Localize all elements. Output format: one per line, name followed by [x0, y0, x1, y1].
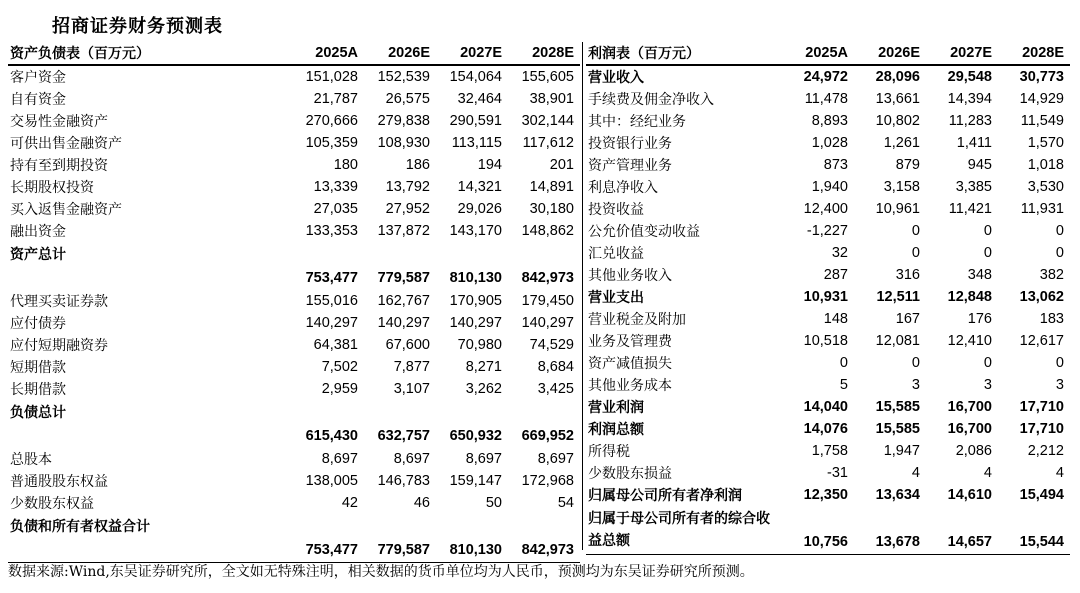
- table-row: [8, 242, 580, 290]
- row-value: 12,350: [803, 487, 848, 503]
- header-year: 2025A: [782, 42, 854, 65]
- table-row: [8, 400, 580, 448]
- row-label: 营业支出: [588, 290, 644, 306]
- row-value: 155,016: [305, 293, 358, 309]
- row-value: 42: [341, 495, 358, 511]
- row-value: 4: [1055, 465, 1064, 481]
- row-value: 137,872: [377, 223, 430, 239]
- row-value: 29,548: [947, 69, 992, 85]
- table-row: [8, 470, 580, 492]
- row-label: 自有资金: [10, 92, 66, 108]
- row-value: 105,359: [305, 135, 358, 151]
- row-value: 38,901: [529, 91, 574, 107]
- row-value: 14,929: [1019, 91, 1064, 107]
- table-row: [586, 132, 1070, 154]
- row-value: 46: [413, 495, 430, 511]
- table-row: [586, 396, 1070, 418]
- row-value: 54: [557, 495, 574, 511]
- row-value: 0: [911, 223, 920, 239]
- header-year: 2026E: [854, 42, 926, 65]
- row-value: 15,494: [1019, 487, 1064, 503]
- row-value: 615,430: [305, 428, 358, 444]
- row-value: 21,787: [313, 91, 358, 107]
- row-label: 客户资金: [10, 70, 66, 86]
- row-label: 其中：经纪业务: [588, 114, 686, 130]
- table-row: [8, 378, 580, 400]
- header-year: 2026E: [364, 42, 436, 65]
- table-row: [586, 484, 1070, 506]
- row-label: 应付债券: [10, 316, 66, 332]
- income-statement-header: [586, 42, 1070, 65]
- table-row: [8, 154, 580, 176]
- row-value: 382: [1039, 267, 1064, 283]
- row-value: 146,783: [377, 473, 430, 489]
- row-value: 10,961: [875, 201, 920, 217]
- row-value: 8,893: [811, 113, 848, 129]
- row-value: 152,539: [377, 69, 430, 85]
- row-value: 3,107: [393, 381, 430, 397]
- row-value: 842,973: [508, 514, 580, 563]
- row-value: 12,081: [875, 333, 920, 349]
- row-value: 8,697: [537, 451, 574, 467]
- row-label: 其他业务成本: [588, 378, 672, 394]
- row-value: 108,930: [377, 135, 430, 151]
- header-year: 2028E: [998, 42, 1070, 65]
- table-row: [586, 198, 1070, 220]
- row-label: 投资收益: [588, 202, 644, 218]
- row-value: 810,130: [449, 270, 502, 286]
- row-label: 负债和所有者权益合计: [8, 514, 292, 563]
- row-value: 348: [967, 267, 992, 283]
- table-row: [586, 220, 1070, 242]
- table-row: [586, 286, 1070, 308]
- header-year: 2025A: [292, 42, 364, 65]
- table-row: [586, 506, 1070, 555]
- row-label: 普通股股东权益: [10, 474, 108, 490]
- row-value: 27,035: [313, 201, 358, 217]
- row-value: 24,972: [803, 69, 848, 85]
- row-value: 179,450: [521, 293, 574, 309]
- row-value: 32,464: [457, 91, 502, 107]
- row-label: 总股本: [10, 452, 52, 468]
- row-value: 3: [1055, 377, 1064, 393]
- row-value: 0: [911, 355, 920, 371]
- table-row: [586, 418, 1070, 440]
- row-value: 13,634: [875, 487, 920, 503]
- table-row: [8, 198, 580, 220]
- row-value: 15,544: [998, 506, 1070, 555]
- row-value: 11,931: [1020, 201, 1064, 217]
- row-value: 3: [911, 377, 920, 393]
- row-value: 3: [983, 377, 992, 393]
- row-value: 0: [1055, 223, 1064, 239]
- row-value: 3,385: [955, 179, 992, 195]
- row-value: 7,502: [321, 359, 358, 375]
- row-value: 15,585: [875, 399, 920, 415]
- row-label: 利息净收入: [588, 180, 658, 196]
- row-value: 1,028: [811, 135, 848, 151]
- row-value: 632,757: [377, 428, 430, 444]
- row-value: 140,297: [521, 315, 574, 331]
- row-label: 少数股东损益: [588, 466, 672, 482]
- header-label: 利润表（百万元）: [586, 42, 782, 65]
- row-value: 16,700: [947, 399, 992, 415]
- row-value: 140,297: [377, 315, 430, 331]
- row-label: 其他业务收入: [588, 268, 672, 284]
- row-value: -1,227: [806, 223, 848, 239]
- row-value: 201: [549, 157, 574, 173]
- row-value: 155,605: [521, 69, 574, 85]
- row-value: 2,086: [955, 443, 992, 459]
- row-value: 148: [823, 311, 848, 327]
- header-label: 资产负债表（百万元）: [8, 42, 292, 65]
- row-label: 营业利润: [588, 400, 644, 416]
- row-value: 151,028: [305, 69, 358, 85]
- row-value: 1,758: [811, 443, 848, 459]
- row-label: 持有至到期投资: [10, 158, 108, 174]
- row-value: 143,170: [449, 223, 502, 239]
- row-value: 17,710: [1019, 421, 1064, 437]
- table-row: [8, 65, 580, 88]
- row-value: 148,862: [521, 223, 574, 239]
- row-label: 投资银行业务: [588, 136, 672, 152]
- row-value: 669,952: [521, 428, 574, 444]
- row-value: 172,968: [521, 473, 574, 489]
- row-value: 1,411: [956, 135, 992, 151]
- row-value: 180: [333, 157, 358, 173]
- table-divider: [582, 42, 583, 550]
- row-value: 873: [823, 157, 848, 173]
- row-value: 11,478: [804, 91, 848, 107]
- table-row: [8, 290, 580, 312]
- row-value: 13,792: [385, 179, 430, 195]
- row-label: 负债总计: [10, 405, 66, 421]
- row-value: 4: [983, 465, 992, 481]
- row-value: 0: [1055, 245, 1064, 261]
- row-value: 11,283: [948, 113, 992, 129]
- row-value: 10,518: [803, 333, 848, 349]
- row-value: 176: [967, 311, 992, 327]
- row-value: 12,848: [947, 289, 992, 305]
- row-value: 0: [983, 355, 992, 371]
- row-value: 29,026: [457, 201, 502, 217]
- row-value: 27,952: [385, 201, 430, 217]
- row-value: 74,529: [529, 337, 574, 353]
- row-value: 17,710: [1019, 399, 1064, 415]
- row-value: 0: [1055, 355, 1064, 371]
- row-value: 16,700: [947, 421, 992, 437]
- row-value: 13,062: [1019, 289, 1064, 305]
- row-value: 67,600: [385, 337, 430, 353]
- row-label: 长期股权投资: [10, 180, 94, 196]
- row-value: 3,158: [883, 179, 920, 195]
- table-row: [586, 242, 1070, 264]
- row-value: 12,511: [876, 289, 920, 305]
- row-value: 279,838: [377, 113, 430, 129]
- table-row: [8, 334, 580, 356]
- row-label: 归属母公司所有者净利润: [588, 488, 742, 504]
- row-value: 154,064: [449, 69, 502, 85]
- row-value: 26,575: [385, 91, 430, 107]
- row-value: 30,180: [529, 201, 574, 217]
- row-value: 28,096: [875, 69, 920, 85]
- row-value: 0: [911, 245, 920, 261]
- row-value: 2,212: [1027, 443, 1064, 459]
- table-row: [586, 176, 1070, 198]
- row-value: 753,477: [292, 514, 364, 563]
- row-label: 业务及管理费: [588, 334, 672, 350]
- row-value: 7,877: [393, 359, 430, 375]
- table-row: [8, 176, 580, 198]
- row-value: 1,570: [1027, 135, 1064, 151]
- row-label: 买入返售金融资产: [10, 202, 122, 218]
- row-value: 14,076: [803, 421, 848, 437]
- row-value: 8,697: [465, 451, 502, 467]
- row-label: 资产总计: [10, 247, 66, 263]
- row-label: 融出资金: [10, 224, 66, 240]
- header-year: 2028E: [508, 42, 580, 65]
- row-value: -31: [827, 465, 848, 481]
- row-value: 117,612: [522, 135, 574, 151]
- row-value: 3,262: [465, 381, 502, 397]
- row-value: 779,587: [364, 514, 436, 563]
- row-value: 10,756: [782, 506, 854, 555]
- row-value: 133,353: [305, 223, 358, 239]
- row-label: 长期借款: [10, 382, 66, 398]
- table-row: [586, 88, 1070, 110]
- balance-sheet-table: [8, 42, 580, 563]
- row-value: 8,697: [321, 451, 358, 467]
- table-row: [586, 330, 1070, 352]
- row-value: 183: [1039, 311, 1064, 327]
- row-label: 归属于母公司所有者的综合收益总额: [586, 506, 782, 555]
- row-value: 30,773: [1019, 69, 1064, 85]
- row-value: 70,980: [457, 337, 502, 353]
- income-statement-table: [586, 42, 1070, 555]
- row-value: 10,802: [875, 113, 920, 129]
- row-value: 302,144: [521, 113, 574, 129]
- row-value: 753,477: [305, 270, 358, 286]
- row-label: 可供出售金融资产: [10, 136, 122, 152]
- row-value: 13,678: [854, 506, 926, 555]
- row-label: 短期借款: [10, 360, 66, 376]
- source-footnote: 数据来源:Wind,东吴证券研究所，全文如无特殊注明，相关数据的货币单位均为人民币，预测均为东吴证券研究所预测。: [8, 564, 754, 580]
- row-value: 1,940: [811, 179, 848, 195]
- table-row: [586, 110, 1070, 132]
- table-row: [586, 352, 1070, 374]
- row-value: 140,297: [449, 315, 502, 331]
- row-value: 810,130: [436, 514, 508, 563]
- row-value: 0: [839, 355, 848, 371]
- row-value: 13,339: [313, 179, 358, 195]
- row-value: 14,657: [926, 506, 998, 555]
- row-value: 0: [983, 245, 992, 261]
- row-value: 1,261: [883, 135, 920, 151]
- row-value: 64,381: [313, 337, 358, 353]
- row-value: 650,932: [449, 428, 502, 444]
- row-label: 营业收入: [588, 70, 644, 86]
- page-title: 招商证券财务预测表: [52, 16, 223, 37]
- table-row: [8, 514, 580, 563]
- row-value: 3,425: [537, 381, 574, 397]
- row-value: 0: [983, 223, 992, 239]
- row-value: 194: [477, 157, 502, 173]
- row-value: 3,530: [1027, 179, 1064, 195]
- row-value: 10,931: [803, 289, 848, 305]
- row-value: 842,973: [521, 270, 574, 286]
- row-label: 少数股东权益: [10, 496, 94, 512]
- table-row: [8, 110, 580, 132]
- row-value: 11,421: [948, 201, 992, 217]
- row-value: 14,040: [803, 399, 848, 415]
- row-value: 8,684: [537, 359, 574, 375]
- row-label: 资产管理业务: [588, 158, 672, 174]
- row-value: 186: [405, 157, 430, 173]
- row-value: 12,400: [803, 201, 848, 217]
- table-row: [8, 312, 580, 334]
- row-label: 公允价值变动收益: [588, 224, 700, 240]
- table-row: [586, 65, 1070, 88]
- row-value: 15,585: [875, 421, 920, 437]
- row-value: 2,959: [321, 381, 358, 397]
- row-value: 287: [823, 267, 848, 283]
- header-year: 2027E: [436, 42, 508, 65]
- row-label: 代理买卖证券款: [10, 294, 108, 310]
- table-row: [586, 440, 1070, 462]
- row-value: 14,394: [947, 91, 992, 107]
- row-value: 879: [895, 157, 920, 173]
- table-row: [8, 88, 580, 110]
- row-value: 270,666: [305, 113, 358, 129]
- table-row: [8, 492, 580, 514]
- row-label: 利润总额: [588, 422, 644, 438]
- row-value: 4: [911, 465, 920, 481]
- row-label: 手续费及佣金净收入: [588, 92, 714, 108]
- row-value: 290,591: [449, 113, 502, 129]
- row-value: 159,147: [449, 473, 502, 489]
- row-label: 汇兑收益: [588, 246, 644, 262]
- row-value: 13,661: [875, 91, 920, 107]
- row-value: 945: [967, 157, 992, 173]
- table-row: [586, 374, 1070, 396]
- balance-sheet-header: [8, 42, 580, 65]
- table-row: [586, 264, 1070, 286]
- row-value: 779,587: [377, 270, 430, 286]
- table-row: [8, 220, 580, 242]
- row-label: 交易性金融资产: [10, 114, 108, 130]
- row-value: 162,767: [377, 293, 430, 309]
- row-value: 32: [831, 245, 848, 261]
- row-label: 资产减值损失: [588, 356, 672, 372]
- row-value: 8,697: [393, 451, 430, 467]
- row-value: 14,321: [457, 179, 502, 195]
- row-value: 113,115: [451, 135, 502, 151]
- row-value: 14,891: [529, 179, 574, 195]
- row-value: 14,610: [947, 487, 992, 503]
- table-row: [8, 132, 580, 154]
- row-value: 8,271: [465, 359, 502, 375]
- row-value: 138,005: [305, 473, 358, 489]
- row-value: 1,018: [1027, 157, 1064, 173]
- table-row: [8, 356, 580, 378]
- row-value: 1,947: [883, 443, 920, 459]
- row-value: 50: [485, 495, 502, 511]
- table-row: [586, 462, 1070, 484]
- row-label: 所得税: [588, 444, 630, 460]
- row-value: 12,410: [947, 333, 992, 349]
- table-row: [586, 308, 1070, 330]
- row-value: 140,297: [305, 315, 358, 331]
- table-row: [586, 154, 1070, 176]
- row-value: 5: [839, 377, 848, 393]
- row-value: 316: [895, 267, 920, 283]
- row-value: 11,549: [1020, 113, 1064, 129]
- row-label: 营业税金及附加: [588, 312, 686, 328]
- row-value: 167: [895, 311, 920, 327]
- table-row: [8, 448, 580, 470]
- header-year: 2027E: [926, 42, 998, 65]
- row-value: 12,617: [1019, 333, 1064, 349]
- row-label: 应付短期融资券: [10, 338, 108, 354]
- row-value: 170,905: [449, 293, 502, 309]
